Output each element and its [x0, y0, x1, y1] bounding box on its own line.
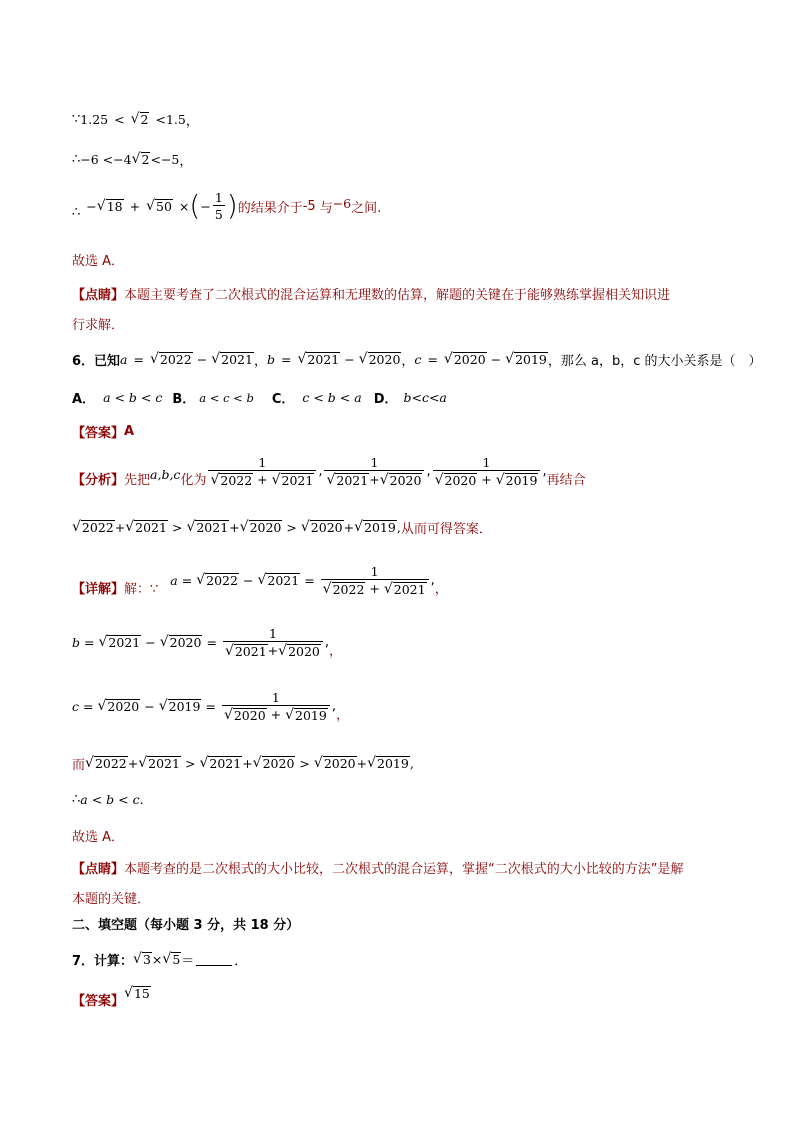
operator: = — [427, 352, 438, 367]
operator: ＝ — [181, 954, 195, 969]
sqrt: √ 2019 — [505, 351, 547, 368]
detail-c: c = √ 2020 − √ 2019 = 1 √ 2020 + √ 2019 , ， — [72, 690, 349, 723]
value: −6 — [332, 195, 352, 211]
value: -5 — [302, 198, 316, 214]
operator: < — [155, 112, 166, 127]
comment-tag: 【点睛】 — [72, 288, 125, 303]
comment-tag: 【点睛】 — [72, 862, 125, 877]
answer-sqrt: √ 15 — [124, 985, 150, 1002]
line-1 — [72, 110, 199, 129]
text: 之间. — [351, 200, 382, 216]
text: 解：∵ — [124, 581, 159, 597]
text: 与 — [319, 200, 333, 216]
var: b — [72, 634, 81, 650]
therefore-symbol: ∴ — [72, 205, 81, 220]
var: c — [72, 698, 80, 714]
fraction: 1 √ 2020 + √ 2019 — [433, 455, 541, 488]
sqrt: √ 2 — [131, 151, 150, 168]
sqrt: √ 2020 — [443, 351, 486, 368]
fraction: 1 √ 2022 + √ 2021 — [321, 564, 429, 597]
detail-b: b = √ 2021 − √ 2020 = 1 √ 2021 + √ 2020 , ， — [72, 626, 343, 659]
operator: × — [178, 198, 190, 214]
pick-line — [72, 826, 124, 845]
operator: + — [129, 198, 141, 214]
sqrt: √ 2021 — [211, 351, 253, 368]
operator: − — [86, 198, 97, 214]
comment-text: 本题考查的是二次根式的大小比较，二次根式的混合运算，掌握“二次根式的大小比较的方法”是解 — [124, 862, 684, 877]
line-2 — [72, 150, 192, 169]
vars: a,b,c — [150, 467, 181, 482]
operator: × — [151, 952, 163, 967]
expr: −6 <−4 — [80, 152, 132, 167]
text: 从而可得答案． — [400, 522, 492, 537]
analysis-line-2: √ 2022 + √ 2021 > √ 2021 + √ 2020 > √ 2020 + √ 2019 , 从而可得答案． — [72, 519, 492, 537]
var: a — [170, 572, 178, 588]
question-6 — [72, 350, 762, 369]
fraction: 1 √ 2021 + √ 2020 — [223, 626, 323, 659]
comment-2 — [72, 858, 684, 877]
sqrt: √ 2 — [130, 111, 149, 128]
sqrt: √ 50 — [146, 197, 172, 214]
value: 1.5 — [165, 112, 186, 127]
line-3 — [72, 190, 381, 222]
option-a-label: A． — [72, 392, 96, 407]
text: 而 — [72, 758, 86, 773]
answer-blank — [196, 953, 232, 966]
fraction: $\frac{1}{5}$ — [214, 190, 223, 222]
question-number: 6．已知 — [72, 354, 121, 369]
text: 再结合 — [546, 472, 586, 488]
operator: − — [344, 352, 355, 367]
detail-line: 【详解】 解：∵ a = √ 2022 − √ 2021 = 1 √ 2022 + √ 2021 , ， — [72, 564, 448, 597]
left-paren: ( — [189, 189, 201, 222]
question-number: 7．计算： — [72, 954, 134, 969]
options-row — [72, 388, 447, 407]
punct: ， — [401, 354, 415, 369]
question-text: ，那么 a，b，c 的大小关系是（ ） — [547, 354, 762, 369]
value: 1.25 — [80, 112, 109, 127]
var: c — [414, 352, 422, 367]
fraction: 1 √ 2020 + √ 2019 — [222, 690, 330, 723]
comment-text: 本题主要考查了二次根式的混合运算和无理数的估算，解题的关键在于能够熟练掌握相关知识进 — [124, 288, 671, 303]
analysis-tag: 【分析】 — [72, 472, 125, 488]
fraction: 1 √ 2021 + √ 2020 — [324, 455, 424, 488]
operator: = — [280, 352, 292, 367]
option-c-expr: c < b < a — [302, 390, 362, 405]
answer-tag: 【答案】 — [72, 426, 125, 441]
answer-7 — [72, 985, 151, 1009]
therefore-symbol: ∴ — [72, 152, 81, 167]
comment-text: 本题的关键． — [72, 892, 151, 907]
var: b — [266, 352, 275, 367]
sqrt: √ 2022 — [149, 351, 192, 368]
line-4 — [72, 250, 124, 269]
comment-text: 行求解． — [72, 318, 125, 333]
detail-tag: 【详解】 — [72, 581, 125, 597]
punct: ， — [253, 354, 267, 369]
detail-compare: 而 √ 2022 + √ 2021 > √ 2021 + √ 2020 > √ 2020 + √ 2019 , — [72, 755, 414, 773]
option-b-expr: a < c < b — [199, 390, 254, 405]
choice-text: 故选 A． — [72, 830, 125, 845]
option-d-label: D． — [373, 392, 398, 407]
option-d-expr: b<c<a — [403, 390, 447, 405]
answer-value: A — [124, 424, 135, 439]
punct: ， — [179, 154, 193, 169]
answer-6 — [72, 422, 134, 441]
therefore-symbol: ∴ — [72, 792, 81, 807]
text: 先把 — [124, 472, 151, 488]
sqrt: √ 18 — [96, 197, 123, 214]
choice-text: 故选 A． — [72, 254, 125, 269]
expr: a < b < c. — [80, 792, 144, 807]
right-paren: ) — [226, 189, 238, 222]
fraction: 1 √ 2022 + √ 2021 — [208, 455, 316, 488]
section-2-title — [72, 914, 299, 933]
operator: − — [200, 198, 211, 214]
comment-line — [72, 284, 670, 303]
section-title: 二、填空题（每小题 3 分，共 18 分） — [72, 918, 300, 933]
text: 化为 — [180, 472, 207, 488]
operator: = — [133, 352, 144, 367]
option-a-expr: a < b < c — [103, 390, 163, 405]
option-c-label: C． — [271, 392, 295, 407]
punct: ， — [185, 114, 199, 129]
operator: − — [490, 352, 502, 367]
comment-2-line-2 — [72, 888, 150, 907]
punct: ． — [234, 954, 248, 969]
sqrt: √ 2020 — [358, 351, 401, 368]
expr: <−5 — [150, 152, 180, 167]
answer-tag: 【答案】 — [72, 994, 125, 1009]
var: a — [120, 352, 128, 367]
operator: − — [196, 352, 208, 367]
sqrt: √ 2021 — [297, 351, 340, 368]
question-7: 7．计算： √ 3 × √ 5 ＝ ． — [72, 951, 248, 969]
because-symbol: ∵ — [72, 112, 81, 127]
conclusion — [72, 792, 144, 807]
operator: < — [114, 112, 125, 127]
option-b-label: B． — [172, 392, 196, 407]
comment-line-2 — [72, 314, 124, 333]
analysis-line: 【分析】 先把 a,b,c 化为 1 √ 2022 + √ 2021 , 1 √ 2021 + √ 2020 , 1 √ 2020 + √ 2019 , 再结合 — [72, 455, 586, 488]
text: 的结果介于 — [237, 200, 303, 216]
